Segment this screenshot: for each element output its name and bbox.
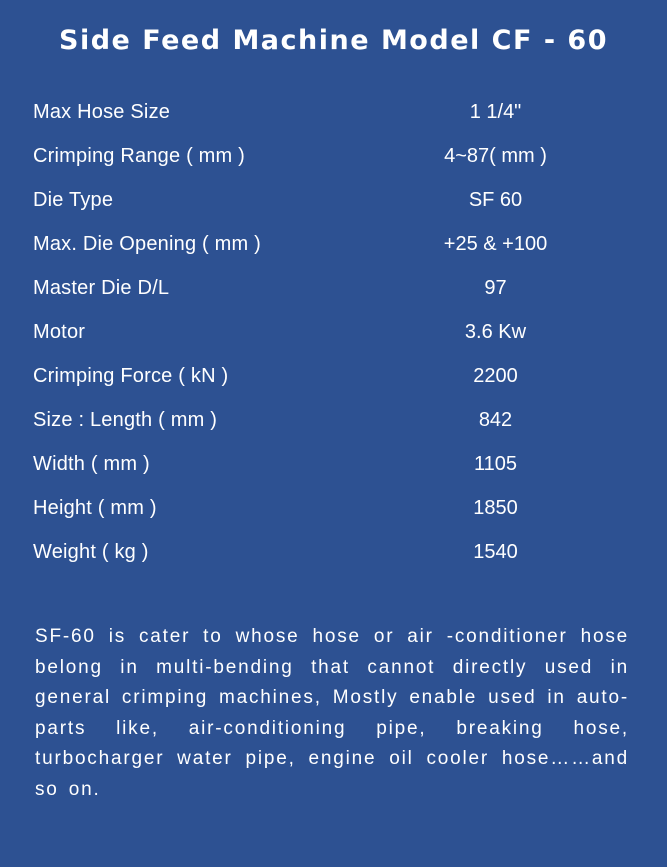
spec-row-weight [33,530,633,574]
spec-label: Weight ( kg ) [33,540,149,563]
spec-label: Height ( mm ) [33,496,157,519]
spec-row-master-die [33,266,633,310]
spec-label: Size : Length ( mm ) [33,408,218,431]
spec-row-height [33,486,633,530]
spec-row-max-hose-size [33,90,633,134]
spec-label: Crimping Force ( kN ) [33,364,229,387]
page-title: Side Feed Machine Model CF - 60 [59,25,608,56]
spec-value: 1540 [473,540,518,563]
spec-row-motor [33,310,633,354]
spec-row-width [33,442,633,486]
spec-value: 3.6 Kw [464,320,527,343]
spec-label: Crimping Range ( mm ) [33,144,246,167]
product-description: SF-60 is cater to whose hose or air -conditioner hose belong in multi-bending that cannot directly used in general crimping machines, Mostly enable used in auto-parts like, air-conditioning pipe, breaking hose, turbocharger water pipe, engine oil cooler hose……and so on. [35,626,629,800]
spec-row-crimping-force [33,354,633,398]
spec-value: +25 & +100 [443,232,548,255]
spec-label: Max Hose Size [33,100,171,123]
spec-label: Width ( mm ) [33,452,150,475]
spec-value: SF 60 [468,188,523,211]
spec-table [33,90,633,574]
spec-value: 97 [484,276,507,299]
spec-label: Max. Die Opening ( mm ) [33,232,261,255]
spec-label: Master Die D/L [33,276,170,299]
spec-row-die-type [33,178,633,222]
spec-label: Die Type [33,188,114,211]
spec-value: 4~87( mm ) [444,144,547,167]
spec-row-length [33,398,633,442]
spec-row-max-die-opening [33,222,633,266]
spec-value: 1 1/4" [469,100,522,123]
spec-value: 842 [478,408,513,431]
spec-row-crimping-range [33,134,633,178]
spec-value: 2200 [473,364,518,387]
spec-label: Motor [33,320,86,343]
spec-value: 1850 [473,496,518,519]
spec-value: 1105 [473,452,517,475]
